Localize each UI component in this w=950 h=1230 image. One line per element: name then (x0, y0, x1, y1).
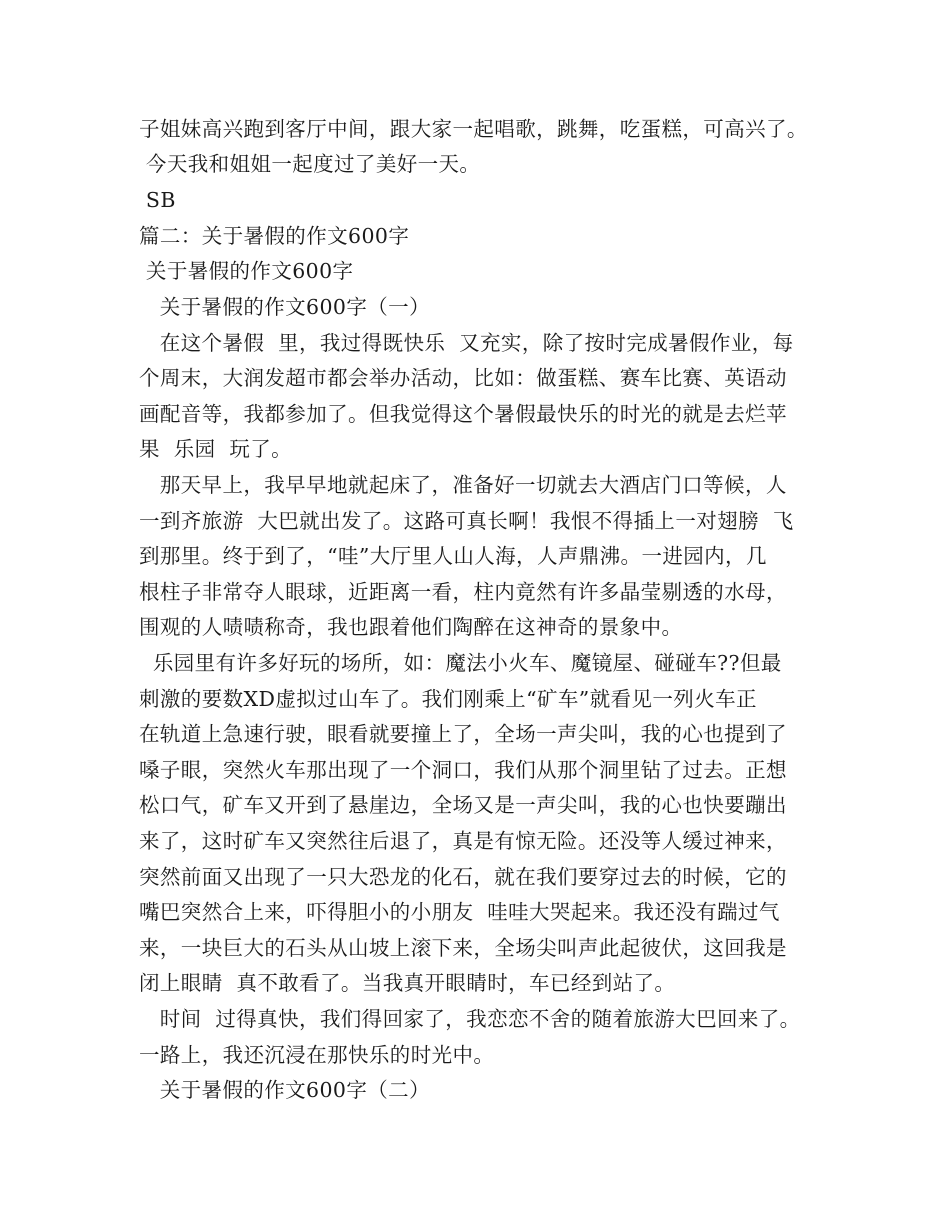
article-subtitle: 关于暑假的作文600字（二） (139, 1078, 430, 1102)
text-line: 在这个暑假 里，我过得既快乐 又充实，除了按时完成暑假作业，每 (139, 331, 794, 355)
text-line: 闭上眼睛 真不敢看了。当我真开眼睛时，车已经到站了。 (139, 971, 676, 995)
text-line: 嗓子眼，突然火车那出现了一个洞口，我们从那个洞里钻了过去。正想 (139, 758, 787, 782)
text-line: 到那里。终于到了，“哇”大厅里人山人海，人声鼎沸。一进园内，几 (139, 544, 767, 568)
article-subtitle: 关于暑假的作文600字（一） (139, 295, 430, 319)
section-heading: 篇二：关于暑假的作文600字 (139, 224, 410, 248)
text-line: 根柱子非常夺人眼球，近距离一看，柱内竟然有许多晶莹剔透的水母， (139, 580, 787, 604)
text-line: 松口气，矿车又开到了悬崖边，全场又是一声尖叫，我的心也快要蹦出 (139, 793, 787, 817)
text-line: 来，一块巨大的石头从山坡上滚下来，全场尖叫声此起彼伏，这回我是 (139, 936, 787, 960)
text-line: 个周末，大润发超市都会举办活动，比如：做蛋糕、赛车比赛、英语动 (139, 366, 787, 390)
text-line: 今天我和姐姐一起度过了美好一天。 (139, 152, 481, 176)
text-line: 在轨道上急速行驶，眼看就要撞上了，全场一声尖叫，我的心也提到了 (139, 722, 787, 746)
text-line: 那天早上，我早早地就起床了，准备好一切就去大酒店门口等候，人 (139, 473, 787, 497)
text-line: 时间 过得真快，我们得回家了，我恋恋不舍的随着旅游大巴回来了。 (139, 1007, 801, 1031)
text-line: 一路上，我还沉浸在那快乐的时光中。 (139, 1043, 495, 1067)
text-line: 突然前面又出现了一只大恐龙的化石，就在我们要穿过去的时候，它的 (139, 865, 787, 889)
text-line: 来了，这时矿车又突然往后退了，真是有惊无险。还没等人缓过神来， (139, 829, 787, 853)
text-line: 刺激的要数XD虚拟过山车了。我们刚乘上“矿车”就看见一列火车正 (139, 687, 757, 711)
text-line: 果 乐园 玩了。 (139, 437, 293, 461)
text-line: 一到齐旅游 大巴就出发了。这路可真长啊！我恨不得插上一对翅膀 飞 (139, 509, 794, 533)
text-line: 乐园里有许多好玩的场所，如：魔法小火车、魔镜屋、碰碰车??但最 (139, 651, 782, 675)
text-line: SB (139, 188, 176, 212)
text-line: 嘴巴突然合上来，吓得胆小的小朋友 哇哇大哭起来。我还没有踹过气 (139, 900, 780, 924)
article-title: 关于暑假的作文600字 (139, 259, 354, 283)
text-line: 围观的人啧啧称奇，我也跟着他们陶醉在这神奇的景象中。 (139, 615, 683, 639)
text-line: 子姐妹高兴跑到客厅中间，跟大家一起唱歌，跳舞，吃蛋糕，可高兴了。 (139, 117, 808, 141)
text-line: 画配音等，我都参加了。但我觉得这个暑假最快乐的时光的就是去烂苹 (139, 402, 787, 426)
